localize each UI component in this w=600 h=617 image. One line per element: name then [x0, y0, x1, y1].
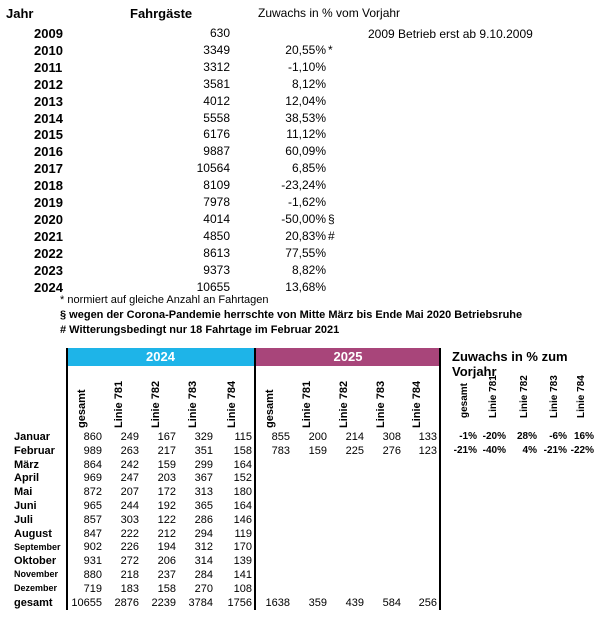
value-2024: 969: [83, 472, 102, 485]
growth-cell: 38,53%: [285, 110, 326, 125]
value-2024: 284: [194, 569, 213, 581]
value-2025: 133: [418, 431, 437, 443]
growth-cell: 8,82%: [291, 262, 326, 277]
year-cell: 2018: [34, 178, 63, 194]
value-2024: 164: [233, 458, 252, 471]
passengers-cell: 4014: [203, 211, 230, 226]
value-2024: 183: [120, 582, 139, 595]
value-2024: 367: [194, 472, 213, 485]
column-header-2024: Linie 783: [187, 380, 199, 428]
year-cell: 2014: [34, 110, 63, 126]
growth-cell: 13,68%: [285, 279, 326, 294]
value-2025: 214: [345, 431, 364, 443]
value-2024: 237: [157, 569, 176, 581]
column-header-2024: gesamt: [76, 389, 88, 428]
column-header-2024: Linie 781: [113, 380, 125, 428]
column-header-growth: Linie 783: [549, 375, 560, 418]
growth-cell: 8,12%: [291, 76, 326, 91]
value-2024: 115: [234, 431, 252, 443]
value-2025: 1638: [265, 596, 290, 609]
value-2024: 242: [120, 458, 139, 471]
column-header-2025: Linie 781: [301, 380, 313, 428]
value-2025: 783: [271, 444, 290, 457]
growth-cell: -1,62%: [287, 195, 326, 209]
month-label: gesamt: [14, 596, 53, 609]
growth-value: 4%: [522, 444, 537, 456]
value-2024: 313: [194, 486, 213, 499]
column-header-2025: Linie 783: [375, 380, 387, 428]
value-2024: 312: [194, 541, 213, 554]
value-2024: 860: [83, 431, 102, 443]
value-2024: 141: [233, 569, 252, 581]
value-2024: 222: [120, 527, 139, 540]
value-2024: 270: [194, 582, 213, 595]
divider-right: [439, 348, 441, 610]
value-2024: 286: [194, 513, 213, 526]
growth-cell: -50,00%: [281, 211, 326, 226]
value-2024: 119: [234, 527, 252, 540]
value-2024: 2239: [151, 596, 176, 609]
growth-cell: 6,85%: [291, 161, 326, 176]
passengers-cell: 6176: [203, 127, 230, 142]
value-2024: 857: [83, 513, 102, 526]
value-2024: 218: [120, 569, 139, 581]
growth-value: -40%: [482, 444, 506, 456]
value-2024: 719: [83, 582, 102, 595]
passengers-cell: 5558: [203, 110, 230, 125]
month-label: September: [14, 542, 61, 553]
month-label: August: [14, 527, 52, 540]
value-2024: 108: [233, 582, 252, 595]
value-2025: 225: [345, 444, 364, 457]
value-2024: 207: [120, 486, 139, 499]
remark-2009: 2009 Betrieb erst ab 9.10.2009: [368, 27, 533, 41]
year-cell: 2023: [34, 262, 63, 278]
growth-cell: 12,04%: [285, 93, 326, 108]
passengers-cell: 3349: [203, 42, 230, 57]
value-2025: 855: [271, 431, 290, 443]
value-2024: 180: [233, 486, 252, 499]
value-2025: 584: [382, 596, 401, 609]
header-growth: Zuwachs in % vom Vorjahr: [258, 6, 401, 20]
growth-cell: 20,83%: [285, 228, 326, 243]
year-cell: 2022: [34, 245, 63, 261]
value-2024: 965: [83, 500, 102, 512]
footnote-star: * normiert auf gleiche Anzahl an Fahrtagen: [60, 294, 269, 306]
year-cell: 2019: [34, 195, 63, 210]
month-label: November: [14, 569, 59, 579]
year-cell: 2010: [34, 42, 63, 58]
value-2024: 172: [157, 486, 176, 499]
footnote-hash: [60, 324, 339, 336]
column-header-2025: Linie 782: [338, 380, 350, 428]
value-2024: 365: [194, 500, 213, 512]
month-label: Juli: [14, 513, 33, 526]
value-2024: 2876: [114, 596, 139, 609]
growth-value: -1%: [459, 431, 477, 442]
footnote-hash-text: # Witterungsbedingt nur 18 Fahrtage im Februar 2021: [60, 324, 340, 336]
column-header-growth: Linie 784: [576, 375, 587, 418]
value-2024: 3784: [188, 596, 213, 609]
passengers-cell: 8613: [203, 245, 230, 260]
passengers-cell: 630: [209, 26, 230, 40]
value-2024: 847: [83, 527, 102, 540]
month-label: März: [14, 458, 40, 471]
value-2024: 303: [120, 513, 139, 526]
value-2024: 872: [83, 486, 102, 499]
month-label: Oktober: [14, 555, 57, 568]
value-2025: 256: [418, 596, 437, 609]
value-2024: 217: [157, 444, 176, 457]
year-cell: 2011: [34, 59, 63, 75]
year-cell: 2021: [34, 228, 63, 244]
growth-cell: 11,12%: [286, 127, 326, 142]
value-2024: 314: [194, 555, 213, 568]
year-cell: 2009: [34, 26, 63, 41]
value-2024: 158: [233, 444, 252, 457]
growth-value: -20%: [482, 431, 506, 442]
growth-cell: 60,09%: [285, 144, 326, 159]
year-cell: 2017: [34, 161, 63, 177]
value-2025: 200: [308, 431, 327, 443]
value-2025: 159: [308, 444, 327, 457]
column-header-2024: Linie 782: [150, 380, 162, 428]
column-header-2024: Linie 784: [226, 380, 238, 428]
year-cell: 2020: [34, 211, 63, 227]
passengers-cell: 9887: [203, 144, 230, 159]
value-2025: 276: [382, 444, 401, 457]
passengers-cell: 4012: [203, 93, 230, 108]
value-2024: 212: [157, 527, 176, 540]
value-2024: 244: [120, 500, 139, 512]
value-2024: 167: [157, 431, 176, 443]
value-2024: 931: [83, 555, 102, 568]
value-2024: 192: [157, 500, 176, 512]
passengers-cell: 9373: [203, 262, 230, 277]
header-passengers: Fahrgäste: [130, 6, 193, 21]
value-2024: 158: [157, 582, 176, 595]
value-2024: 329: [194, 431, 213, 443]
growth-value: -22%: [570, 444, 594, 456]
value-2024: 203: [157, 472, 176, 485]
growth-value: 28%: [516, 431, 537, 442]
value-2024: 263: [120, 444, 139, 457]
month-label: April: [14, 472, 40, 485]
year-cell: 2016: [34, 144, 63, 160]
footnote-mark: §: [328, 211, 335, 226]
footnote-paragraph: [60, 309, 522, 321]
month-label: Januar: [14, 431, 51, 443]
value-2024: 170: [233, 541, 252, 554]
growth-value: -6%: [549, 431, 567, 442]
header-year: Jahr: [6, 6, 34, 21]
year-cell: 2024: [34, 279, 63, 295]
value-2024: 864: [83, 458, 102, 471]
value-2024: 272: [120, 555, 139, 568]
growth-cell: 77,55%: [285, 245, 326, 260]
growth-cell: -23,24%: [281, 178, 326, 193]
value-2024: 294: [194, 527, 213, 540]
value-2024: 164: [233, 500, 252, 512]
column-header-growth: gesamt: [459, 382, 470, 418]
value-2024: 146: [233, 513, 252, 526]
value-2024: 880: [83, 569, 102, 581]
value-2024: 159: [157, 458, 176, 471]
value-2024: 351: [194, 444, 213, 457]
value-2024: 226: [120, 541, 139, 554]
footnote-mark: *: [328, 42, 333, 57]
passengers-cell: 8109: [203, 178, 230, 193]
passengers-cell: 3581: [203, 76, 230, 91]
month-label: Dezember: [14, 582, 58, 593]
month-label: Juni: [14, 500, 37, 512]
year-cell: 2012: [34, 76, 63, 92]
footnote-mark: #: [328, 228, 335, 243]
year-band-2024: 2024: [67, 348, 254, 366]
value-2024: 206: [157, 555, 176, 568]
growth-table-title: Zuwachs in % zum Vorjahr: [452, 349, 568, 379]
passengers-cell: 3312: [203, 59, 230, 74]
value-2024: 989: [83, 444, 102, 457]
value-2025: 439: [345, 596, 364, 609]
value-2024: 194: [157, 541, 176, 554]
divider-middle: [254, 348, 256, 610]
value-2024: 299: [194, 458, 213, 471]
value-2025: 308: [382, 431, 401, 443]
value-2024: 122: [157, 513, 176, 526]
value-2024: 247: [120, 472, 139, 485]
growth-cell: -1,10%: [287, 59, 326, 74]
growth-value: -21%: [543, 444, 567, 456]
growth-value: 16%: [573, 431, 594, 442]
passengers-cell: 10564: [196, 161, 230, 176]
growth-value: -21%: [453, 444, 477, 456]
value-2024: 139: [233, 555, 252, 568]
value-2024: 902: [83, 541, 102, 554]
year-cell: 2013: [34, 93, 63, 109]
column-header-2025: gesamt: [264, 389, 276, 428]
passengers-cell: 10655: [196, 279, 230, 294]
passengers-cell: 7978: [203, 195, 230, 209]
value-2024: 152: [233, 472, 252, 485]
value-2025: 123: [418, 444, 437, 457]
value-2025: 359: [308, 596, 327, 609]
month-label: Mai: [14, 486, 33, 499]
passengers-cell: 4850: [203, 228, 230, 243]
column-header-growth: Linie 782: [519, 375, 530, 418]
year-band-2025: 2025: [256, 348, 440, 366]
value-2024: 249: [120, 431, 139, 443]
month-label: Februar: [14, 444, 55, 457]
value-2024: 10655: [71, 596, 102, 609]
value-2024: 1756: [227, 596, 252, 609]
footnote-paragraph-text: § wegen der Corona-Pandemie herrschte von Mitte März bis Ende Mai 2020 Betriebsruhe: [60, 309, 523, 321]
column-header-growth: Linie 781: [488, 375, 499, 418]
column-header-2025: Linie 784: [411, 380, 423, 428]
year-cell: 2015: [34, 127, 63, 143]
growth-cell: 20,55%: [285, 42, 326, 57]
